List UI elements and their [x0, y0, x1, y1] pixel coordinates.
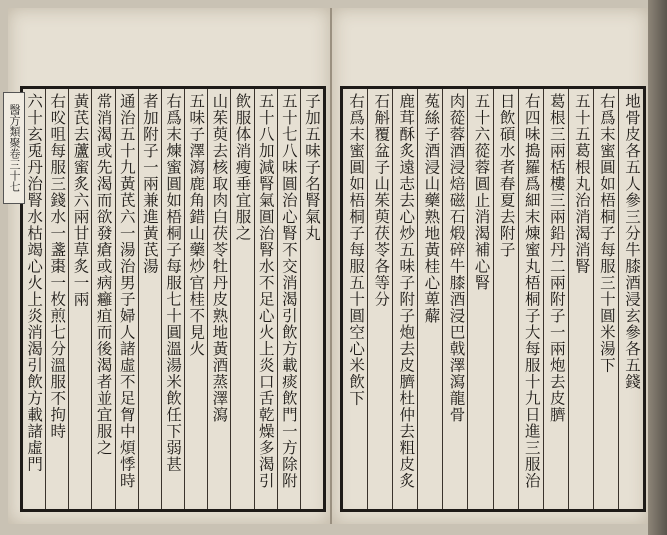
- left-column: 五十八加減腎氣圓治腎水不足心火上炎口舌乾燥多渴引: [254, 89, 277, 509]
- left-column: 右㕮咀每服三錢水一盞棗一枚煎七分溫服不拘時: [45, 89, 68, 509]
- left-text-frame: [20, 86, 326, 512]
- left-column: 常消渴或先渴而欲發瘡或病癰疽而後渴者並宜服之: [91, 89, 114, 509]
- left-column: 六十玄兎丹治腎水枯竭心火上炎消渴引飲方載諸虛門: [25, 93, 44, 473]
- side-title-tab: 醫方類聚卷三十七: [3, 92, 25, 204]
- right-column: 右爲末蜜圓如梧桐子每服三十圓米湯下: [593, 89, 618, 509]
- right-column: 日飲碩水者春夏去附子: [493, 89, 518, 509]
- left-columns: [23, 89, 323, 509]
- right-page: [332, 8, 648, 524]
- left-column: 飲服体消瘦垂宜服之: [230, 89, 253, 509]
- right-column: 肉蓯蓉酒浸焙磁石煅碎牛膝酒浸巴戟澤瀉龍骨: [442, 89, 467, 509]
- left-column: 者加附子一兩兼進黃芪湯: [138, 89, 161, 509]
- left-page: [8, 8, 332, 524]
- left-column: 五十七八味圓治心腎不交消渴引飲方載痰飲門一方除附: [277, 89, 300, 509]
- right-column: 五十五葛根丸治消渴消腎: [568, 89, 593, 509]
- left-column: 通治五十九黃芪六一湯治男子婦人諸虛不足胷中煩悸時: [115, 89, 138, 509]
- left-column: 五味子澤瀉鹿角錯山藥炒官桂不見火: [184, 89, 207, 509]
- right-columns: [343, 89, 643, 509]
- left-column: 山茱萸去核取肉白茯苓牡丹皮熟地黃酒蒸澤瀉: [207, 89, 230, 509]
- right-column: 葛根三兩栝樓三兩鉛丹二兩附子一兩炮去皮臍: [543, 89, 568, 509]
- right-column: 地骨皮各五人參三分牛膝酒浸玄參各五錢: [618, 89, 643, 509]
- left-column: 子加五味子名腎氣丸: [300, 89, 323, 509]
- right-column: 右四味搗羅爲細末煉蜜丸梧桐子大每服十九日進三服治: [518, 89, 543, 509]
- right-column: 右爲末蜜圓如梧桐子每服五十圓空心米飲下: [347, 93, 366, 407]
- right-text-frame: [340, 86, 646, 512]
- page-edge: [648, 0, 667, 535]
- right-column: 五十六蓯蓉圓止消渴補心腎: [467, 89, 492, 509]
- right-column: 菟絲子酒浸山藥熟地黃桂心萆薢: [417, 89, 442, 509]
- right-column: 鹿茸酥炙遠志去心炒五味子附子炮去皮臍杜仲去粗皮炙: [392, 89, 417, 509]
- left-column: 黃芪去蘆蜜炙六兩甘草炙一兩: [68, 89, 91, 509]
- left-column: 右爲末煉蜜圓如梧桐子每服七十圓溫湯米飲任下弱甚: [161, 89, 184, 509]
- right-column: 石斛覆盆子山茱萸茯苓各等分: [367, 89, 392, 509]
